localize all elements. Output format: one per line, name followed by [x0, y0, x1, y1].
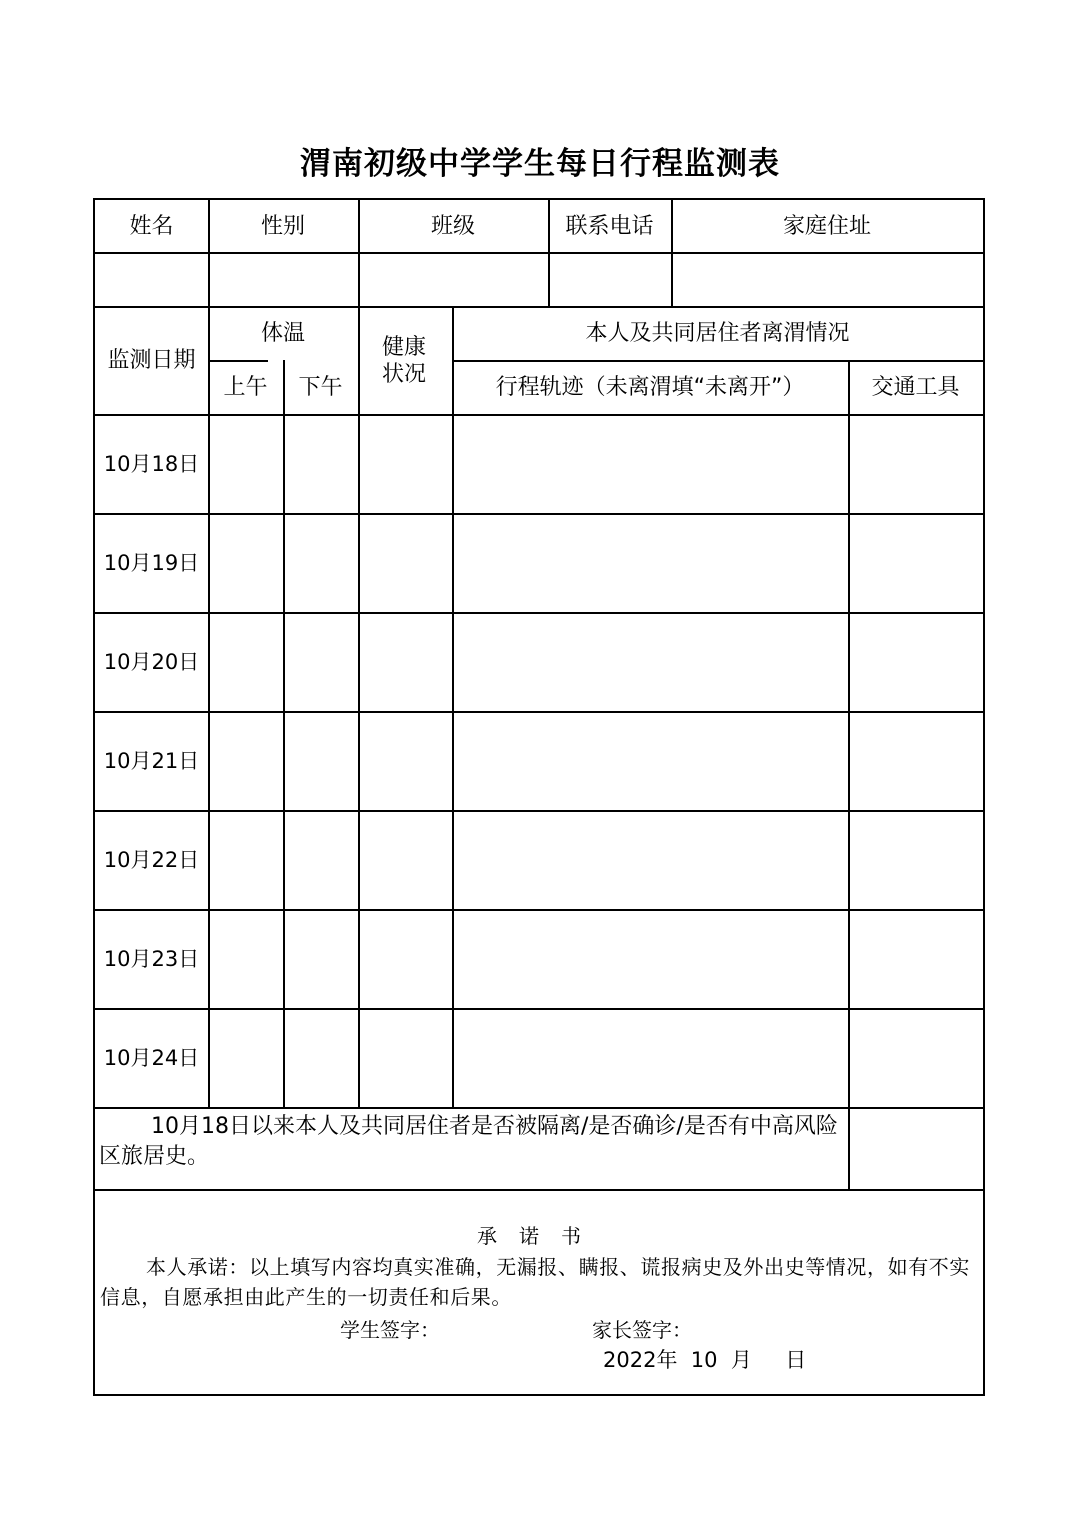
date-cell: 10月21日	[103, 749, 200, 774]
column-divider	[358, 306, 360, 1109]
date-cell: 10月23日	[103, 947, 200, 972]
pledge-date: 2022年 10 月 日	[603, 1348, 807, 1372]
column-divider	[848, 360, 850, 1189]
date-cell: 10月20日	[103, 650, 200, 675]
form-title: 渭南初级中学学生每日行程监测表	[300, 146, 780, 182]
monitoring-form-table	[93, 198, 985, 1396]
phone-input-cell[interactable]	[548, 254, 671, 306]
gender-input-cell[interactable]	[208, 254, 358, 306]
header-monitor-date: 监测日期	[107, 348, 196, 374]
name-input-cell[interactable]	[95, 254, 208, 306]
header-health: 健康状况	[381, 334, 426, 387]
student-signature-label: 学生签字：	[340, 1318, 440, 1342]
header-phone: 联系电话	[565, 214, 654, 240]
column-divider	[283, 360, 285, 1109]
header-address: 家庭住址	[782, 214, 871, 240]
header-travel-group: 本人及共同居住者离渭情况	[585, 321, 850, 347]
header-itinerary: 行程轨迹（未离渭填“未离开”）	[495, 375, 805, 401]
date-cell: 10月19日	[103, 551, 200, 576]
header-afternoon: 下午	[298, 375, 343, 401]
quarantine-question: 10月18日以来本人及共同居住者是否被隔离/是否确诊/是否有中高风险区旅居史。	[99, 1114, 838, 1169]
header-name: 姓名	[129, 214, 174, 240]
parent-signature-label: 家长签字：	[592, 1318, 692, 1342]
header-transport: 交通工具	[871, 375, 960, 401]
header-class: 班级	[430, 214, 475, 240]
date-cell: 10月22日	[103, 848, 200, 873]
date-cell: 10月24日	[103, 1046, 200, 1071]
address-input-cell[interactable]	[671, 254, 983, 306]
header-gender: 性别	[260, 214, 305, 240]
pledge-text: 本人承诺：以上填写内容均真实准确，无漏报、瞒报、谎报病史及外出史等情况，如有不实信息，自愿承担由此产生的一切责任和后果。	[100, 1255, 970, 1309]
column-divider	[452, 306, 454, 1109]
row-divider	[95, 1189, 983, 1191]
header-morning: 上午	[223, 375, 268, 401]
header-temperature: 体温	[260, 321, 305, 347]
pledge-title: 承诺书	[477, 1224, 603, 1248]
date-cell: 10月18日	[103, 452, 200, 477]
class-input-cell[interactable]	[358, 254, 548, 306]
quarantine-answer-cell[interactable]	[848, 1109, 983, 1189]
